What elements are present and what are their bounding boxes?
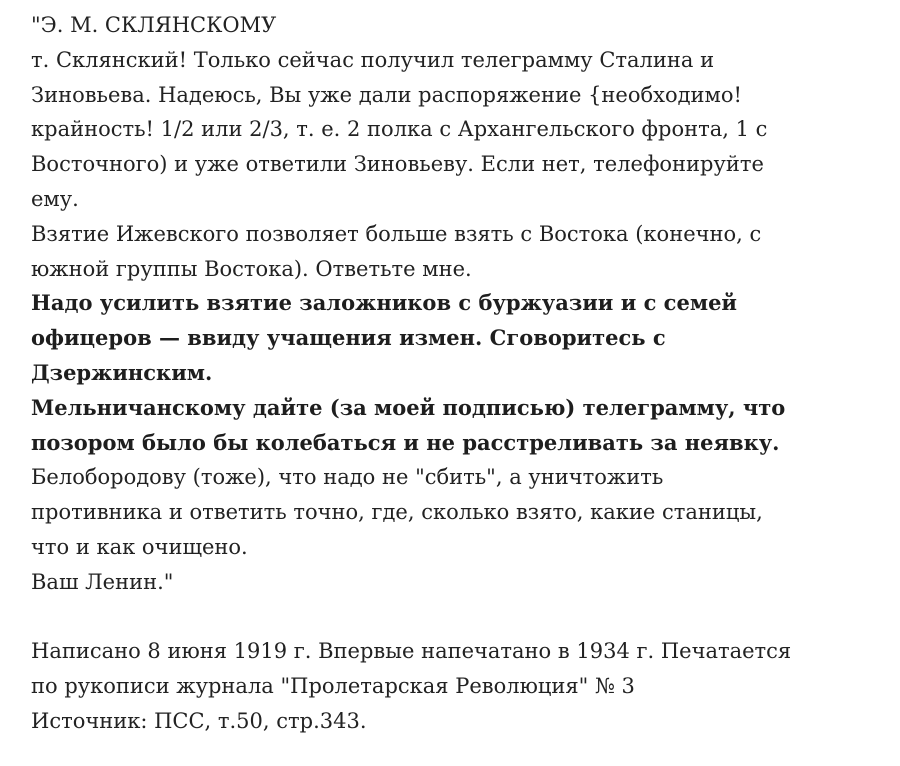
letter-text-line: Белобородову (тоже), что надо не "сбить", а уничтожить (31, 465, 664, 490)
footnote-line: Написано 8 июня 1919 г. Впервые напечатано в 1934 г. Печатается (31, 639, 792, 664)
footnote-line: по рукописи журнала "Пролетарская Революция" № 3 (31, 674, 635, 699)
letter-heading: "Э. М. СКЛЯНСКОМУ (31, 13, 277, 37)
bold-text-line: Мельничанскому дайте (за моей подписью) телеграмму, что (31, 394, 786, 420)
letter-text-line: Взятие Ижевского позволяет больше взять с Востока (конечно, с (31, 221, 762, 246)
bold-text-line: офицеров — ввиду учащения измен. Сговоритесь с (31, 325, 666, 351)
source-citation: Источник: ПСС, т.50, стр.343. (31, 708, 367, 733)
letter-text-line: т. Склянский! Только сейчас получил телеграмму Сталина и (31, 47, 715, 72)
letter-text-line: Восточного) и уже ответили Зиновьеву. Если нет, телефонируйте (31, 152, 764, 177)
bold-text-line: Дзержинским. (31, 359, 213, 385)
letter-text-line: южной группы Востока). Ответьте мне. (31, 256, 472, 281)
letter-signature: Ваш Ленин." (31, 569, 174, 594)
letter-text-line: ему. (31, 186, 79, 211)
letter-text-line: крайность! 1/2 или 2/3, т. е. 2 полка с Архангельского фронта, 1 с (31, 117, 768, 142)
document-body (31, 8, 881, 739)
letter-text-line: что и как очищено. (31, 534, 248, 559)
letter-text-line: Зиновьева. Надеюсь, Вы уже дали распоряжение {необходимо! (31, 82, 742, 107)
bold-text-line: позором было бы колебаться и не расстреливать за неявку. (31, 429, 780, 455)
blank-line (31, 600, 881, 635)
letter-text-line: противника и ответить точно, где, сколько взято, какие станицы, (31, 500, 763, 525)
bold-text-line: Надо усилить взятие заложников с буржуазии и с семей (31, 290, 738, 316)
